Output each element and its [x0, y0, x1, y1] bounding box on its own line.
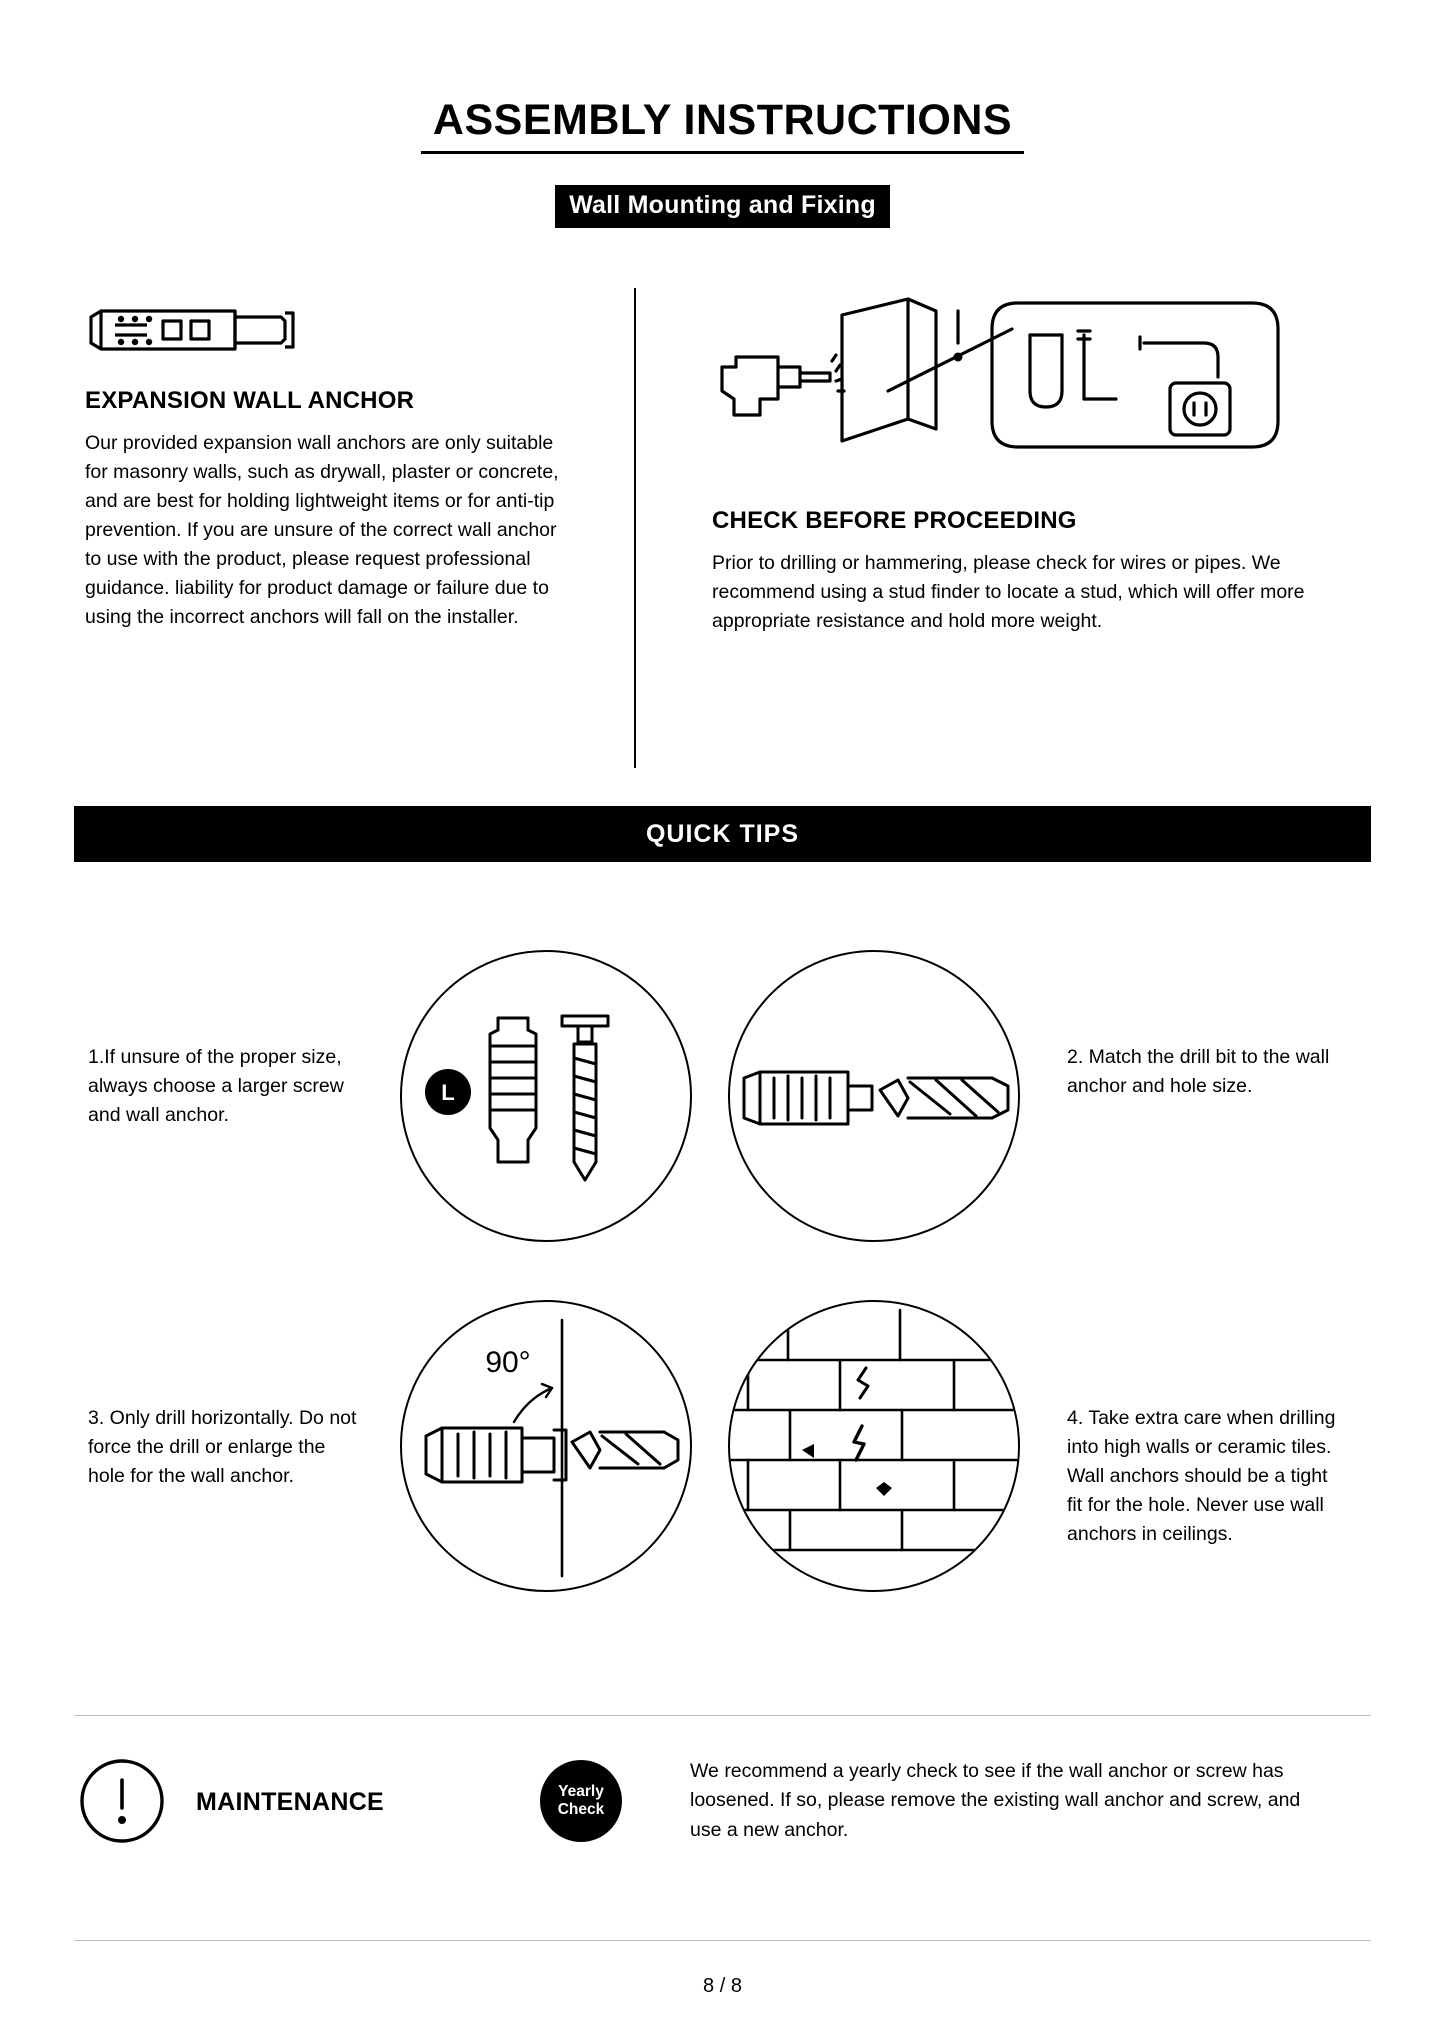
maintenance-text: We recommend a yearly check to see if the wall anchor or screw has loosened. If so, please remove the existing wall anchor and screw, and use a new anchor. [690, 1760, 1301, 1841]
expansion-anchor-body: Our provided expansion wall anchors are only suitable for masonry walls, such as drywall, plaster or concrete, and are best for holding lightweight items or for anti-tip prevention. If you are unsure of the correct wall anchor to use with the product, please request professional guidance. liability for product damage or failure due to using the incorrect anchors will fall on the installer. [85, 432, 559, 629]
check-before-proceeding-section [712, 295, 1322, 636]
quick-tip-1-text: 1.If unsure of the proper size, always choose a larger screw and wall anchor. [88, 1046, 344, 1127]
quick-tip-3-text: 3. Only drill horizontally. Do not force the drill or enlarge the hole for the wall anchor. [88, 1407, 357, 1488]
quick-tip-2-text: 2. Match the drill bit to the wall anchor and hole size. [1067, 1046, 1330, 1098]
maintenance-alert-icon [79, 1758, 165, 1844]
quick-tip-1-illustration [400, 950, 692, 1242]
column-divider [634, 288, 636, 768]
expansion-anchor-heading: EXPANSION WALL ANCHOR [85, 387, 415, 414]
quick-tip-3-illustration [400, 1300, 692, 1592]
page-subtitle-wrap [0, 185, 1445, 228]
yearly-check-badge [540, 1760, 622, 1842]
page-title: ASSEMBLY INSTRUCTIONS [421, 96, 1024, 154]
quick-tip-4-illustration [728, 1300, 1020, 1592]
page-title-wrap [0, 96, 1445, 154]
footer-divider [74, 1940, 1371, 1941]
quick-tip-2-illustration [728, 950, 1020, 1242]
svg-text:L: L [441, 1080, 455, 1105]
page-number: 8 / 8 [703, 1975, 742, 1997]
wall-anchor-icon [85, 295, 575, 365]
page-subtitle: Wall Mounting and Fixing [555, 185, 890, 228]
quick-tip-4-text: 4. Take extra care when drilling into high walls or ceramic tiles. Wall anchors should be a tight fit for the hole. Never use wall anchors in ceilings. [1067, 1407, 1336, 1546]
quick-tips-bar: QUICK TIPS [74, 806, 1371, 862]
check-before-proceeding-body: Prior to drilling or hammering, please check for wires or pipes. We recommend using a stud finder to locate a stud, which will offer more appropriate resistance and hold more weight. [712, 552, 1305, 633]
maintenance-divider-top [74, 1715, 1371, 1716]
drill-warning-icon [712, 295, 1322, 485]
quick-tip-3-angle-label: 90° [485, 1346, 531, 1379]
maintenance-label: MAINTENANCE [196, 1788, 385, 1816]
check-before-proceeding-heading: CHECK BEFORE PROCEEDING [712, 507, 1077, 534]
yearly-check-line2: Check [557, 1801, 605, 1818]
expansion-anchor-section [85, 295, 575, 632]
yearly-check-line1: Yearly [558, 1782, 604, 1800]
